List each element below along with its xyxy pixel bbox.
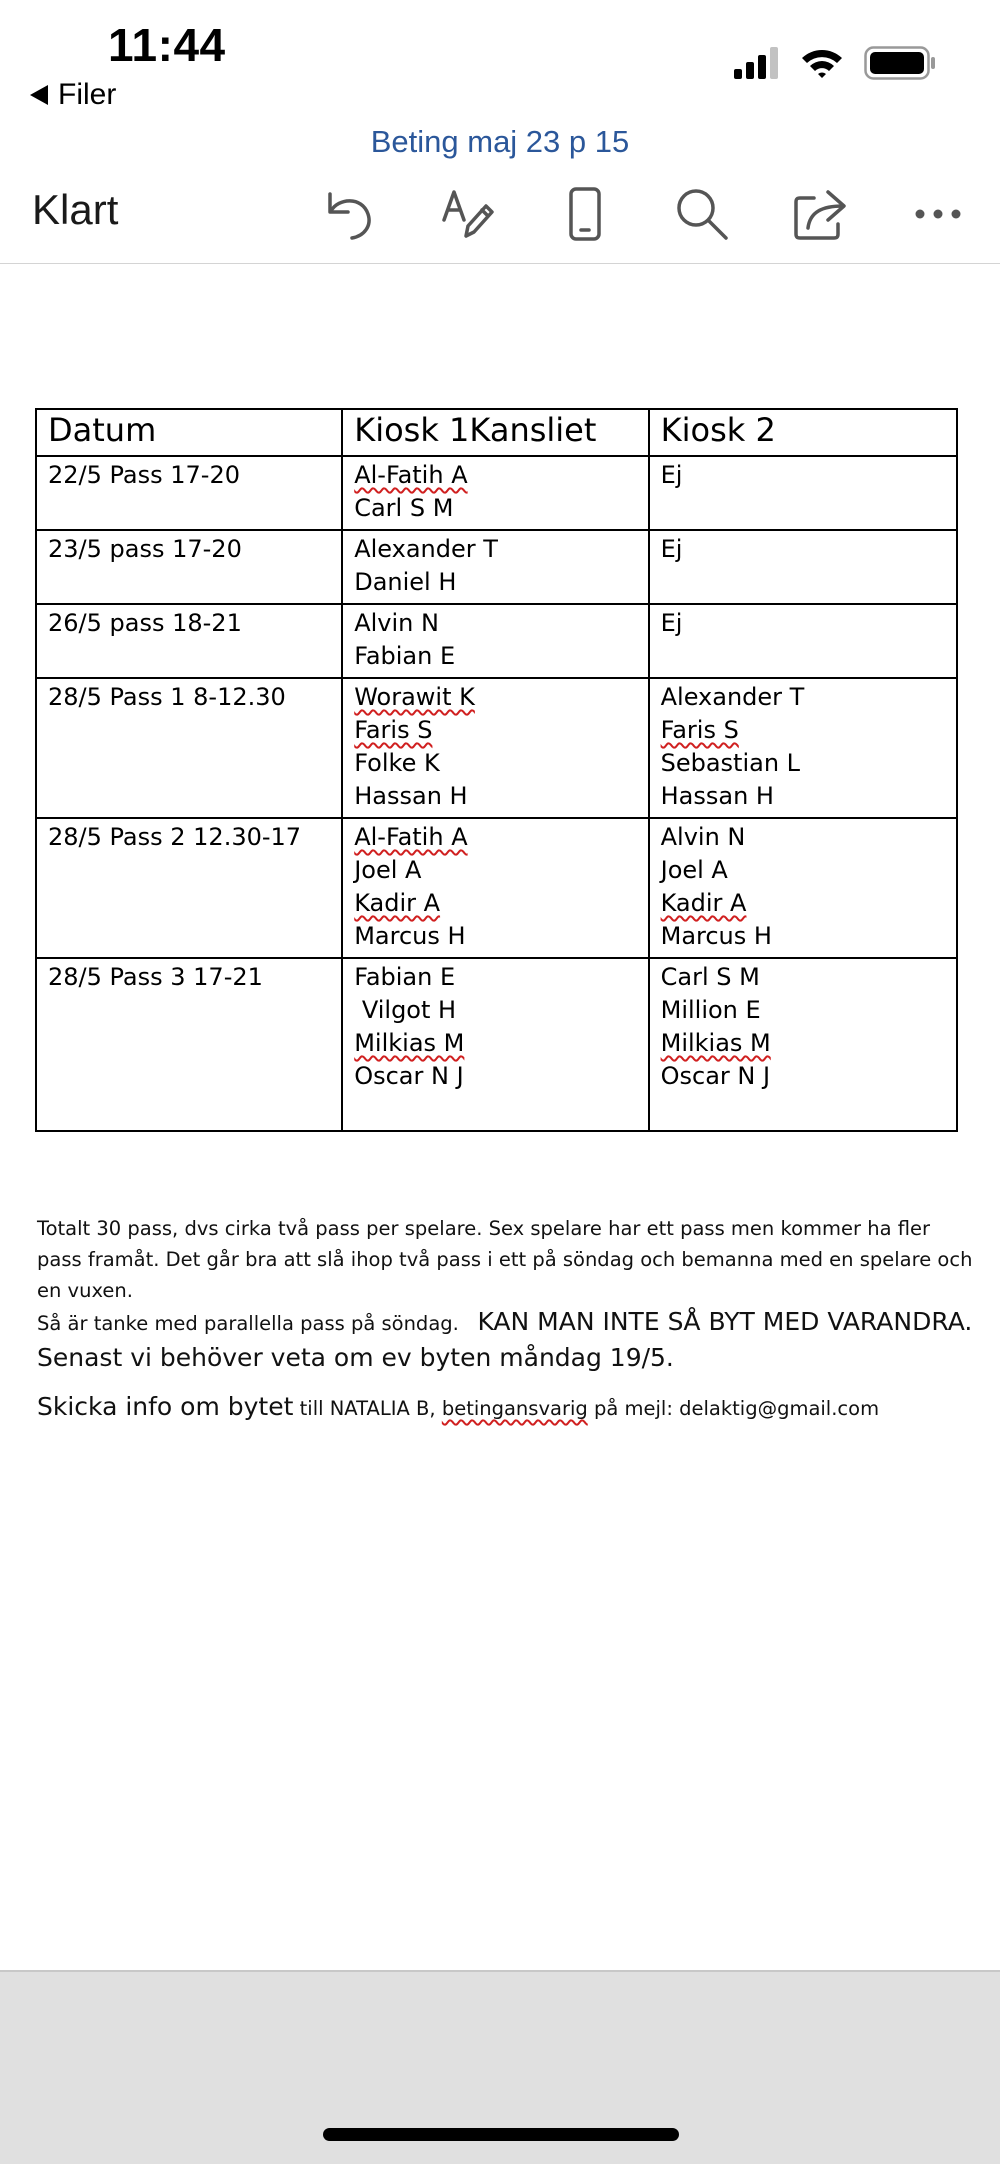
person-name: Joel A bbox=[660, 856, 728, 884]
kiosk2-cell bbox=[649, 958, 957, 1131]
person-name: Kadir A bbox=[660, 889, 747, 917]
kiosk2-cell bbox=[649, 530, 957, 604]
share-button[interactable] bbox=[788, 182, 852, 246]
more-icon bbox=[914, 206, 962, 222]
header-kiosk1: Kiosk 1Kansliet bbox=[342, 409, 648, 456]
table-row bbox=[36, 530, 957, 604]
date-cell: 28/5 Pass 3 17-21 bbox=[36, 958, 342, 1131]
table-row bbox=[36, 604, 957, 678]
note-emphasis: KAN MAN INTE SÅ BYT MED VARANDRA. bbox=[477, 1307, 973, 1336]
person-name: Alexander T bbox=[660, 683, 805, 711]
send-info-role: betingansvarig bbox=[441, 1397, 588, 1420]
person-name: Daniel H bbox=[354, 568, 457, 596]
cellular-signal-icon bbox=[734, 47, 780, 79]
person-name: Ej bbox=[660, 535, 683, 563]
search-icon bbox=[674, 186, 730, 242]
send-info-email: på mejl: delaktig@gmail.com bbox=[593, 1397, 880, 1420]
person-name: Fabian E bbox=[354, 642, 456, 670]
table-row bbox=[36, 678, 957, 818]
table-row bbox=[36, 818, 957, 958]
person-name: Alexander T bbox=[354, 535, 498, 563]
note-send-info bbox=[37, 1391, 977, 1424]
person-name: Kadir A bbox=[354, 889, 441, 917]
person-name: Folke K bbox=[354, 749, 440, 777]
person-name: Joel A bbox=[354, 856, 422, 884]
note-paragraph-1: Totalt 30 pass, dvs cirka två pass per spelare. Sex spelare har ett pass men kommer ha fler pass framåt. Det går bra att slå ihop två pass i ett på söndag och bemanna med en spelare och en vuxen. bbox=[37, 1217, 973, 1302]
person-name: Oscar N J bbox=[354, 1062, 464, 1090]
person-name: Marcus H bbox=[660, 922, 772, 950]
kiosk2-cell bbox=[649, 456, 957, 530]
send-info-recipient: till NATALIA B, bbox=[299, 1397, 436, 1420]
send-info-heading: Skicka info om bytet bbox=[37, 1392, 294, 1421]
person-name: Million E bbox=[660, 996, 761, 1024]
back-label: Filer bbox=[58, 78, 117, 111]
schedule-table bbox=[35, 408, 958, 1132]
person-name: Carl S M bbox=[354, 494, 454, 522]
person-name: Hassan H bbox=[354, 782, 468, 810]
date-cell: 26/5 pass 18-21 bbox=[36, 604, 342, 678]
document-page bbox=[0, 265, 1000, 1970]
person-name: Faris S bbox=[354, 716, 433, 744]
draw-pen-icon bbox=[440, 186, 496, 242]
undo-icon bbox=[322, 186, 378, 242]
note-text: Så är tanke med parallella pass på söndag. bbox=[37, 1312, 459, 1335]
document-notes bbox=[37, 1213, 977, 1424]
person-name: Alvin N bbox=[660, 823, 746, 851]
header-date: Datum bbox=[36, 409, 342, 456]
person-name: Ej bbox=[660, 609, 683, 637]
toolbar bbox=[0, 170, 1000, 264]
status-icons bbox=[734, 46, 936, 80]
table-row bbox=[36, 958, 957, 1131]
person-name: Marcus H bbox=[354, 922, 466, 950]
document-title: Beting maj 23 p 15 bbox=[370, 124, 630, 159]
draw-button[interactable] bbox=[436, 182, 500, 246]
person-name: Carl S M bbox=[660, 963, 760, 991]
back-to-files-link[interactable] bbox=[30, 78, 116, 112]
more-button[interactable] bbox=[906, 182, 970, 246]
date-cell: 23/5 pass 17-20 bbox=[36, 530, 342, 604]
battery-icon bbox=[864, 46, 936, 80]
home-indicator[interactable] bbox=[323, 2128, 679, 2141]
date-cell: 22/5 Pass 17-20 bbox=[36, 456, 342, 530]
person-name: Al-Fatih A bbox=[354, 823, 468, 851]
person-name: Ej bbox=[660, 461, 683, 489]
search-button[interactable] bbox=[670, 182, 734, 246]
person-name: Hassan H bbox=[660, 782, 774, 810]
person-name: Oscar N J bbox=[660, 1062, 771, 1090]
person-name: Vilgot H bbox=[354, 996, 457, 1024]
back-arrow-icon bbox=[30, 85, 48, 105]
note-paragraph-2 bbox=[37, 1306, 977, 1339]
kiosk1-cell bbox=[342, 678, 648, 818]
undo-button[interactable] bbox=[318, 182, 382, 246]
person-name: Milkias M bbox=[354, 1029, 465, 1057]
kiosk1-cell bbox=[342, 958, 648, 1131]
table-header-row bbox=[36, 409, 957, 456]
table-row bbox=[36, 456, 957, 530]
header-kiosk2: Kiosk 2 bbox=[649, 409, 957, 456]
date-cell: 28/5 Pass 2 12.30-17 bbox=[36, 818, 342, 958]
status-time: 11:44 bbox=[108, 19, 226, 71]
wifi-icon bbox=[800, 47, 844, 79]
person-name: Fabian E bbox=[354, 963, 456, 991]
kiosk1-cell bbox=[342, 604, 648, 678]
kiosk2-cell bbox=[649, 678, 957, 818]
kiosk2-cell bbox=[649, 818, 957, 958]
person-name: Al-Fatih A bbox=[354, 461, 468, 489]
kiosk2-cell bbox=[649, 604, 957, 678]
date-cell: 28/5 Pass 1 8-12.30 bbox=[36, 678, 342, 818]
share-icon bbox=[792, 186, 848, 242]
person-name: Sebastian L bbox=[660, 749, 801, 777]
person-name: Alvin N bbox=[354, 609, 439, 637]
mobile-view-icon bbox=[565, 186, 605, 242]
person-name: Milkias M bbox=[660, 1029, 771, 1057]
done-button[interactable]: Klart bbox=[32, 186, 119, 233]
person-name: Faris S bbox=[660, 716, 739, 744]
person-name: Worawit K bbox=[354, 683, 475, 711]
kiosk1-cell bbox=[342, 456, 648, 530]
kiosk1-cell bbox=[342, 530, 648, 604]
note-deadline: Senast vi behöver veta om ev byten måndag 19/5. bbox=[37, 1343, 674, 1372]
kiosk1-cell bbox=[342, 818, 648, 958]
mobile-view-button[interactable] bbox=[553, 182, 617, 246]
